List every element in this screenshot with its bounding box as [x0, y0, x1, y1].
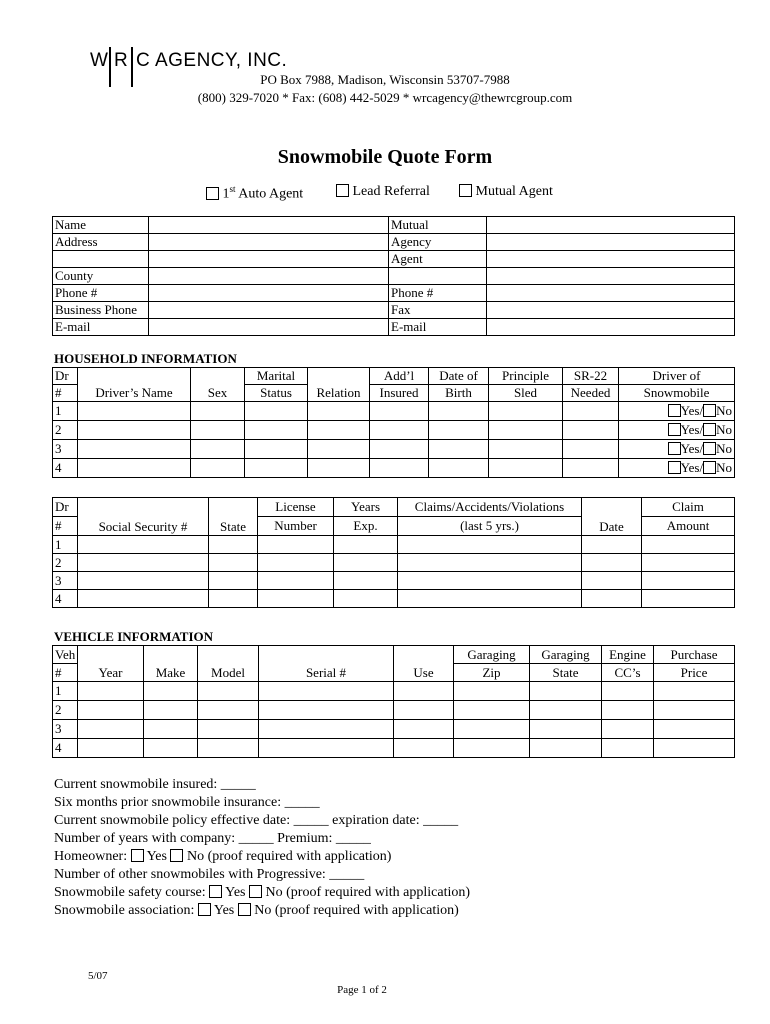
- current-insured-question[interactable]: Current snowmobile insured: _____: [54, 777, 256, 792]
- vehicle-cell[interactable]: [530, 739, 602, 758]
- driver-number: 2: [53, 554, 78, 572]
- date-header: Date: [582, 498, 642, 536]
- vehicle-cell[interactable]: [394, 739, 454, 758]
- driver-number: 3: [53, 440, 78, 459]
- no-checkbox[interactable]: [703, 404, 716, 417]
- year-header: Year: [78, 646, 144, 682]
- vehicle-number: 1: [53, 682, 78, 701]
- contact-right-field[interactable]: [487, 251, 735, 268]
- driver-history-row: [53, 572, 735, 590]
- household-cell[interactable]: [429, 402, 489, 421]
- household-cell[interactable]: [78, 440, 191, 459]
- ssn-header: Social Security #: [78, 498, 209, 536]
- driver-of-snowmobile-header: Driver of: [619, 368, 735, 385]
- safety-course-question: Snowmobile safety course: Yes No (proof required with application): [54, 885, 471, 900]
- marital-header: Marital: [245, 368, 308, 385]
- contact-right-field[interactable]: [487, 217, 735, 234]
- driver-history-cell[interactable]: [334, 554, 398, 572]
- driver-history-cell[interactable]: [398, 554, 582, 572]
- contact-right-label: E-mail: [389, 319, 487, 336]
- contact-right-label: Phone #: [389, 285, 487, 302]
- household-cell[interactable]: [429, 421, 489, 440]
- household-cell[interactable]: [489, 421, 563, 440]
- household-row: [53, 440, 735, 459]
- form-title: Snowmobile Quote Form: [277, 146, 493, 168]
- driver-history-cell[interactable]: [258, 572, 334, 590]
- vehicle-number: 4: [53, 739, 78, 758]
- vehicle-cell[interactable]: [602, 682, 654, 701]
- vehicle-cell[interactable]: [198, 682, 259, 701]
- household-cell[interactable]: [370, 440, 429, 459]
- driver-history-cell[interactable]: [398, 590, 582, 608]
- contact-left-label: Address: [53, 234, 149, 251]
- lead-referral-option: Lead Referral: [336, 184, 430, 200]
- contact-row: [53, 319, 735, 336]
- model-header: Model: [198, 646, 259, 682]
- household-row: [53, 402, 735, 421]
- vehicle-cell[interactable]: [144, 682, 198, 701]
- homeowner-yes-checkbox[interactable]: [131, 849, 144, 862]
- logo-company-name: C AGENCY, INC.: [136, 50, 288, 71]
- driver-history-cell[interactable]: [258, 554, 334, 572]
- contact-right-field[interactable]: [487, 234, 735, 251]
- questions-block: [54, 776, 470, 920]
- homeowner-question: Homeowner: Yes No (proof required with application): [54, 849, 392, 864]
- driver-history-cell[interactable]: [334, 572, 398, 590]
- household-cell[interactable]: [191, 440, 245, 459]
- household-cell[interactable]: [245, 421, 308, 440]
- logo-letter-r: R: [114, 50, 129, 71]
- contact-left-field[interactable]: [149, 302, 389, 319]
- garaging-zip-header: Garaging: [454, 646, 530, 664]
- revision-date: 5/07: [88, 970, 108, 982]
- vehicle-cell[interactable]: [530, 682, 602, 701]
- household-cell[interactable]: [429, 459, 489, 478]
- household-cell[interactable]: [370, 459, 429, 478]
- contact-right-label: Fax: [389, 302, 487, 319]
- driver-history-row: [53, 554, 735, 572]
- household-cell[interactable]: [308, 440, 370, 459]
- driver-number: 3: [53, 572, 78, 590]
- contact-left-field[interactable]: [149, 251, 389, 268]
- household-cell[interactable]: [489, 459, 563, 478]
- vehicle-row: [53, 739, 735, 758]
- household-cell[interactable]: [308, 402, 370, 421]
- contact-row: [53, 251, 735, 268]
- vehicle-cell[interactable]: [602, 720, 654, 739]
- driver-history-cell[interactable]: [334, 536, 398, 554]
- no-checkbox[interactable]: [703, 442, 716, 455]
- relation-header: Relation: [308, 368, 370, 402]
- vehicle-cell[interactable]: [602, 739, 654, 758]
- make-header: Make: [144, 646, 198, 682]
- claims-header: Claims/Accidents/Violations: [398, 498, 582, 517]
- driver-history-cell[interactable]: [209, 536, 258, 554]
- vehicle-cell[interactable]: [454, 720, 530, 739]
- contact-left-field[interactable]: [149, 234, 389, 251]
- household-cell[interactable]: [563, 421, 619, 440]
- household-row: [53, 421, 735, 440]
- household-cell[interactable]: [191, 459, 245, 478]
- engine-cc-header: Engine: [602, 646, 654, 664]
- driver-history-cell[interactable]: [582, 554, 642, 572]
- claim-amount-header: Claim: [642, 498, 735, 517]
- vehicle-cell[interactable]: [394, 682, 454, 701]
- household-cell[interactable]: [245, 440, 308, 459]
- contact-left-label: Name: [53, 217, 149, 234]
- yes-checkbox[interactable]: [668, 404, 681, 417]
- driver-of-snowmobile-cell: Yes/ No: [619, 459, 735, 478]
- household-cell[interactable]: [489, 440, 563, 459]
- contact-left-label: Business Phone: [53, 302, 149, 319]
- contact-right-field[interactable]: [487, 319, 735, 336]
- contact-left-field[interactable]: [149, 217, 389, 234]
- household-cell[interactable]: [191, 402, 245, 421]
- principle-sled-header: Principle: [489, 368, 563, 385]
- vehicle-cell[interactable]: [394, 720, 454, 739]
- driver-history-table: Dr Social Security # State License Years Claims/Accidents/Violations Date Claim # Number Exp. (last 5 yrs.) Amount 1 2 3 4: [52, 497, 735, 608]
- vehicle-cell[interactable]: [454, 739, 530, 758]
- contact-row: [53, 268, 735, 285]
- driver-history-cell[interactable]: [398, 572, 582, 590]
- contact-left-label: E-mail: [53, 319, 149, 336]
- driver-history-cell[interactable]: [258, 590, 334, 608]
- driver-history-cell[interactable]: [642, 536, 735, 554]
- driver-history-cell[interactable]: [642, 590, 735, 608]
- mutual-agent-checkbox[interactable]: [459, 184, 472, 197]
- contact-table: [52, 216, 735, 336]
- driver-history-cell[interactable]: [209, 572, 258, 590]
- purchase-price-header: Purchase: [654, 646, 735, 664]
- sr22-header: SR-22: [563, 368, 619, 385]
- household-cell[interactable]: [78, 402, 191, 421]
- driver-history-cell[interactable]: [78, 590, 209, 608]
- driver-history-cell[interactable]: [78, 572, 209, 590]
- vehicle-cell[interactable]: [394, 701, 454, 720]
- contact-left-field[interactable]: [149, 268, 389, 285]
- yes-checkbox[interactable]: [668, 423, 681, 436]
- association-yes-checkbox[interactable]: [198, 903, 211, 916]
- vehicle-cell[interactable]: [654, 682, 735, 701]
- driver-history-cell[interactable]: [258, 536, 334, 554]
- vehicle-number: 3: [53, 720, 78, 739]
- state-header: State: [209, 498, 258, 536]
- dr-header: Dr: [55, 499, 69, 514]
- driver-history-cell[interactable]: [582, 590, 642, 608]
- page-number: Page 1 of 2: [337, 984, 387, 996]
- driver-number: 1: [53, 402, 78, 421]
- driver-number: 4: [53, 590, 78, 608]
- prior-insurance-question[interactable]: Six months prior snowmobile insurance: _____: [54, 795, 320, 810]
- household-cell[interactable]: [308, 421, 370, 440]
- dob-header: Date of: [429, 368, 489, 385]
- safety-course-no-checkbox[interactable]: [249, 885, 262, 898]
- driver-of-snowmobile-cell: Yes/ No: [619, 402, 735, 421]
- driver-history-cell[interactable]: [78, 554, 209, 572]
- household-cell[interactable]: [78, 421, 191, 440]
- vehicle-cell[interactable]: [259, 739, 394, 758]
- lead-referral-checkbox[interactable]: [336, 184, 349, 197]
- years-premium-question[interactable]: Number of years with company: _____ Premium: _____: [54, 831, 371, 846]
- household-cell[interactable]: [563, 402, 619, 421]
- driver-history-row: [53, 536, 735, 554]
- vehicle-cell[interactable]: [78, 720, 144, 739]
- contact-left-label: County: [53, 268, 149, 285]
- household-cell[interactable]: [308, 459, 370, 478]
- driver-history-cell[interactable]: [209, 554, 258, 572]
- vehicle-cell[interactable]: [259, 701, 394, 720]
- driver-history-cell[interactable]: [334, 590, 398, 608]
- yes-checkbox[interactable]: [668, 442, 681, 455]
- contact-row: [53, 285, 735, 302]
- household-cell[interactable]: [563, 459, 619, 478]
- contact-row: [53, 302, 735, 319]
- auto-agent-option: 1st Auto Agent: [206, 184, 303, 203]
- driver-history-row: [53, 590, 735, 608]
- driver-of-snowmobile-cell: Yes/ No: [619, 421, 735, 440]
- sex-header: Sex: [191, 368, 245, 402]
- vehicle-cell[interactable]: [654, 739, 735, 758]
- safety-course-yes-checkbox[interactable]: [209, 885, 222, 898]
- vehicle-cell[interactable]: [530, 720, 602, 739]
- years-exp-header: Years: [334, 498, 398, 517]
- vehicle-cell[interactable]: [78, 701, 144, 720]
- association-no-checkbox[interactable]: [238, 903, 251, 916]
- yes-checkbox[interactable]: [668, 461, 681, 474]
- household-cell[interactable]: [78, 459, 191, 478]
- contact-right-label: Agent: [389, 251, 487, 268]
- association-question: Snowmobile association: Yes No (proof required with application): [54, 903, 459, 918]
- driver-history-cell[interactable]: [398, 536, 582, 554]
- vehicle-cell[interactable]: [144, 720, 198, 739]
- no-checkbox[interactable]: [703, 423, 716, 436]
- household-cell[interactable]: [191, 421, 245, 440]
- vehicle-cell[interactable]: [198, 720, 259, 739]
- logo-letter-w: W: [90, 50, 109, 71]
- contact-left-field[interactable]: [149, 285, 389, 302]
- vehicle-row: [53, 701, 735, 720]
- driver-number: 1: [53, 536, 78, 554]
- contact-left-label: Phone #: [53, 285, 149, 302]
- contact-right-field[interactable]: [487, 302, 735, 319]
- vehicle-cell[interactable]: [78, 739, 144, 758]
- addl-insured-header: Add’l: [370, 368, 429, 385]
- vehicle-cell[interactable]: [198, 701, 259, 720]
- household-section-title: HOUSEHOLD INFORMATION: [54, 351, 237, 366]
- vehicle-cell[interactable]: [654, 720, 735, 739]
- vehicle-cell[interactable]: [454, 701, 530, 720]
- household-cell[interactable]: [489, 402, 563, 421]
- drivers-name-header: Driver’s Name: [78, 368, 191, 402]
- contact-right-field[interactable]: [487, 268, 735, 285]
- no-checkbox[interactable]: [703, 461, 716, 474]
- contact-right-label: Mutual: [389, 217, 487, 234]
- agency-address: PO Box 7988, Madison, Wisconsin 53707-7988: [260, 72, 510, 87]
- driver-history-cell[interactable]: [582, 572, 642, 590]
- vehicle-cell[interactable]: [198, 739, 259, 758]
- driver-history-cell[interactable]: [209, 590, 258, 608]
- vehicle-cell[interactable]: [602, 701, 654, 720]
- household-row: [53, 459, 735, 478]
- mutual-agent-option: Mutual Agent: [459, 184, 553, 200]
- contact-left-label: [53, 251, 149, 268]
- contact-left-field[interactable]: [149, 319, 389, 336]
- driver-history-cell[interactable]: [78, 536, 209, 554]
- auto-agent-checkbox[interactable]: [206, 187, 219, 200]
- contact-right-label: [389, 268, 487, 285]
- serial-header: Serial #: [259, 646, 394, 682]
- household-cell[interactable]: [563, 440, 619, 459]
- vehicle-cell[interactable]: [144, 701, 198, 720]
- driver-history-cell[interactable]: [642, 572, 735, 590]
- contact-row: [53, 217, 735, 234]
- driver-history-cell[interactable]: [642, 554, 735, 572]
- vehicle-cell[interactable]: [454, 682, 530, 701]
- vehicle-row: [53, 720, 735, 739]
- household-cell[interactable]: [370, 402, 429, 421]
- household-cell[interactable]: [245, 402, 308, 421]
- use-header: Use: [394, 646, 454, 682]
- driver-number: 4: [53, 459, 78, 478]
- homeowner-no-checkbox[interactable]: [170, 849, 183, 862]
- household-cell[interactable]: [370, 421, 429, 440]
- agency-contact: (800) 329-7020 * Fax: (608) 442-5029 * wrcagency@thewrcgroup.com: [197, 90, 573, 105]
- vehicle-number: 2: [53, 701, 78, 720]
- vehicle-cell[interactable]: [144, 739, 198, 758]
- vehicle-cell[interactable]: [259, 682, 394, 701]
- vehicle-section-title: VEHICLE INFORMATION: [54, 629, 214, 644]
- vehicle-table: Veh Year Make Model Serial # Use Garaging Garaging Engine Purchase # Zip State CC’s Price 1 2 3 4: [52, 645, 735, 758]
- household-cell[interactable]: [245, 459, 308, 478]
- household-cell[interactable]: [429, 440, 489, 459]
- vehicle-cell[interactable]: [530, 701, 602, 720]
- other-snowmobiles-question[interactable]: Number of other snowmobiles with Progressive: _____: [54, 867, 365, 882]
- vehicle-cell[interactable]: [78, 682, 144, 701]
- household-table: Dr Driver’s Name Sex Marital Relation Add’l Date of Principle SR-22 Driver of # Status Insured Birth Sled Needed Snowmobile 1 Yes/ No 2 Yes/ No 3 Yes/ No 4 Yes/ No: [52, 367, 735, 478]
- driver-of-snowmobile-cell: Yes/ No: [619, 440, 735, 459]
- license-number-header: License: [258, 498, 334, 517]
- driver-number: 2: [53, 421, 78, 440]
- driver-history-cell[interactable]: [582, 536, 642, 554]
- dr-header: Dr: [53, 368, 78, 385]
- veh-header: Veh: [55, 646, 76, 662]
- vehicle-row: [53, 682, 735, 701]
- policy-dates-question[interactable]: Current snowmobile policy effective date: _____ expiration date: _____: [54, 813, 459, 828]
- vehicle-cell[interactable]: [654, 701, 735, 720]
- contact-right-label: Agency: [389, 234, 487, 251]
- contact-row: [53, 234, 735, 251]
- vehicle-cell[interactable]: [259, 720, 394, 739]
- garaging-state-header: Garaging: [530, 646, 602, 664]
- contact-right-field[interactable]: [487, 285, 735, 302]
